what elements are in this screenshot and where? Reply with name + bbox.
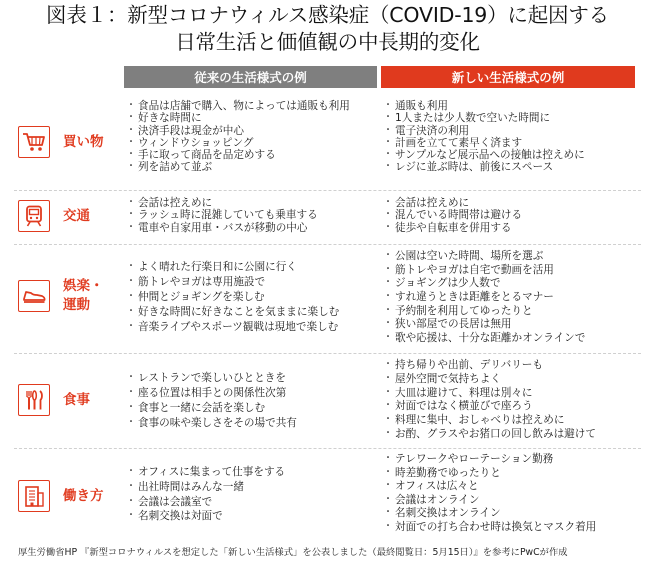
old-examples-list: [128, 197, 386, 234]
list-item: ・ 決済手段は現金が中心: [128, 125, 386, 137]
sneaker-icon: [18, 280, 50, 312]
header-new-lifestyle: 新しい生活様式の例: [381, 66, 635, 88]
list-item: ・ 屋外空間で気持ちよく: [385, 373, 647, 385]
category-label: 働き方: [63, 487, 104, 504]
list-item: ・ オフィスに集まって仕事をする: [128, 466, 386, 478]
list-item: ・ レストランで楽しいひとときを: [128, 372, 386, 384]
category-transport: [14, 200, 124, 232]
list-item: ・ 筋トレやヨガは自宅で動画を活用: [385, 264, 647, 276]
category-label-line-2: 運動: [63, 297, 90, 313]
list-item: ・ ウィンドウショッピング: [128, 137, 386, 149]
category-shopping: [14, 126, 124, 158]
fork-knife-icon: [18, 384, 50, 416]
list-item: ・ 食事の味や楽しさをその場で共有: [128, 417, 386, 429]
old-examples-list: [128, 466, 386, 523]
list-item: ・ 狭い部屋での長居は無用: [385, 318, 647, 330]
list-item: ・ 仲間とジョギングを楽しむ: [128, 291, 386, 303]
office-building-icon: [18, 480, 50, 512]
list-item: ・ 名刺交換は対面で: [128, 510, 386, 522]
list-item: ・ 食事と一緒に会話を楽しむ: [128, 402, 386, 414]
title-line-2: 日常生活と価値観の中長期的変化: [175, 30, 480, 54]
new-examples-list: [385, 100, 647, 174]
category-work: [14, 480, 124, 512]
list-item: ・ 徒歩や自転車を併用する: [385, 222, 647, 234]
list-item: ・ 歌や応援は、十分な距離かオンラインで: [385, 332, 647, 344]
new-examples-list: [385, 359, 647, 440]
category-label: 交通: [63, 207, 90, 224]
row-transport: [14, 191, 641, 241]
list-item: ・ 対面での打ち合わせ時は換気とマスク着用: [385, 521, 647, 533]
list-item: ・ 持ち帰りや出前、デリバリーも: [385, 359, 647, 371]
list-item: ・ 電子決済の利用: [385, 125, 647, 137]
list-item: ・ 音楽ライブやスポーツ観戦は現地で楽しむ: [128, 321, 386, 333]
list-item: ・ 大皿は避けて、料理は別々に: [385, 387, 647, 399]
list-item: ・ 対面ではなく横並びで座ろう: [385, 400, 647, 412]
old-examples-list: [128, 261, 386, 333]
list-item: ・ よく晴れた行楽日和に公園に行く: [128, 261, 386, 273]
row-work: [14, 449, 641, 539]
list-item: ・ 1人または少人数で空いた時間に: [385, 112, 647, 124]
list-item: ・ レジに並ぶ時は、前後にスペース: [385, 161, 647, 173]
list-item: ・ 好きな時間に: [128, 112, 386, 124]
category-label: 食事: [63, 391, 90, 408]
list-item: ・ 時差勤務でゆったりと: [385, 467, 647, 479]
list-item: ・ お酌、グラスやお猪口の回し飲みは避けて: [385, 428, 647, 440]
header-old-lifestyle: 従来の生活様式の例: [124, 66, 377, 88]
list-item: ・ 通販も利用: [385, 100, 647, 112]
row-leisure: [14, 245, 641, 351]
list-item: ・ 会話は控えめに: [385, 197, 647, 209]
category-meals: [14, 384, 124, 416]
list-item: ・ ラッシュ時に混雑していても乗車する: [128, 209, 386, 221]
new-examples-list: [385, 250, 647, 344]
list-item: ・ サンプルなど展示品への接触は控えめに: [385, 149, 647, 161]
title-line-1: 図表１：新型コロナウィルス感染症（COVID-19）に起因する: [46, 3, 609, 27]
list-item: ・ 出社時間はみんな一緒: [128, 481, 386, 493]
list-item: ・ すれ違うときは距離をとるマナー: [385, 291, 647, 303]
category-label: [63, 277, 104, 315]
list-item: ・ 会議は会議室で: [128, 496, 386, 508]
list-item: ・ 会議はオンライン: [385, 494, 647, 506]
category-leisure: [14, 277, 124, 315]
source-footnote: 厚生労働省HP 『新型コロナウィルスを想定した「新しい生活様式」を公表しました（最終閲覧日：5月15日）』を参考にPwCが作成: [18, 547, 568, 558]
category-label: 買い物: [63, 133, 104, 150]
list-item: ・ 予約制を利用してゆったりと: [385, 305, 647, 317]
old-examples-list: [128, 100, 386, 174]
shopping-cart-icon: [18, 126, 50, 158]
list-item: ・ 座る位置は相手との関係性次第: [128, 387, 386, 399]
train-icon: [18, 200, 50, 232]
list-item: ・ ジョギングは少人数で: [385, 277, 647, 289]
new-examples-list: [385, 197, 647, 234]
list-item: ・ 筋トレやヨガは専用施設で: [128, 276, 386, 288]
list-item: ・ 電車や自家用車・バスが移動の中心: [128, 222, 386, 234]
list-item: ・ 食品は店舗で購入、物によっては通販も利用: [128, 100, 386, 112]
list-item: ・ 列を詰めて並ぶ: [128, 161, 386, 173]
list-item: ・ 名刺交換はオンライン: [385, 507, 647, 519]
list-item: ・ 計画を立てて素早く済ます: [385, 137, 647, 149]
new-examples-list: [385, 453, 647, 533]
row-shopping: [14, 96, 641, 190]
list-item: ・ テレワークやローテーション勤務: [385, 453, 647, 465]
list-item: ・ 手に取って商品を品定めする: [128, 149, 386, 161]
list-item: ・ 好きな時間に好きなことを気ままに楽しむ: [128, 306, 386, 318]
old-examples-list: [128, 372, 386, 429]
row-meals: [14, 354, 641, 446]
list-item: ・ 料理に集中、おしゃべりは控えめに: [385, 414, 647, 426]
list-item: ・ オフィスは広々と: [385, 480, 647, 492]
list-item: ・ 混んでいる時間帯は避ける: [385, 209, 647, 221]
list-item: ・ 会話は控えめに: [128, 197, 386, 209]
page-title: [0, 2, 655, 56]
category-label-line-1: 娯楽・: [63, 278, 104, 294]
list-item: ・ 公園は空いた時間、場所を選ぶ: [385, 250, 647, 262]
